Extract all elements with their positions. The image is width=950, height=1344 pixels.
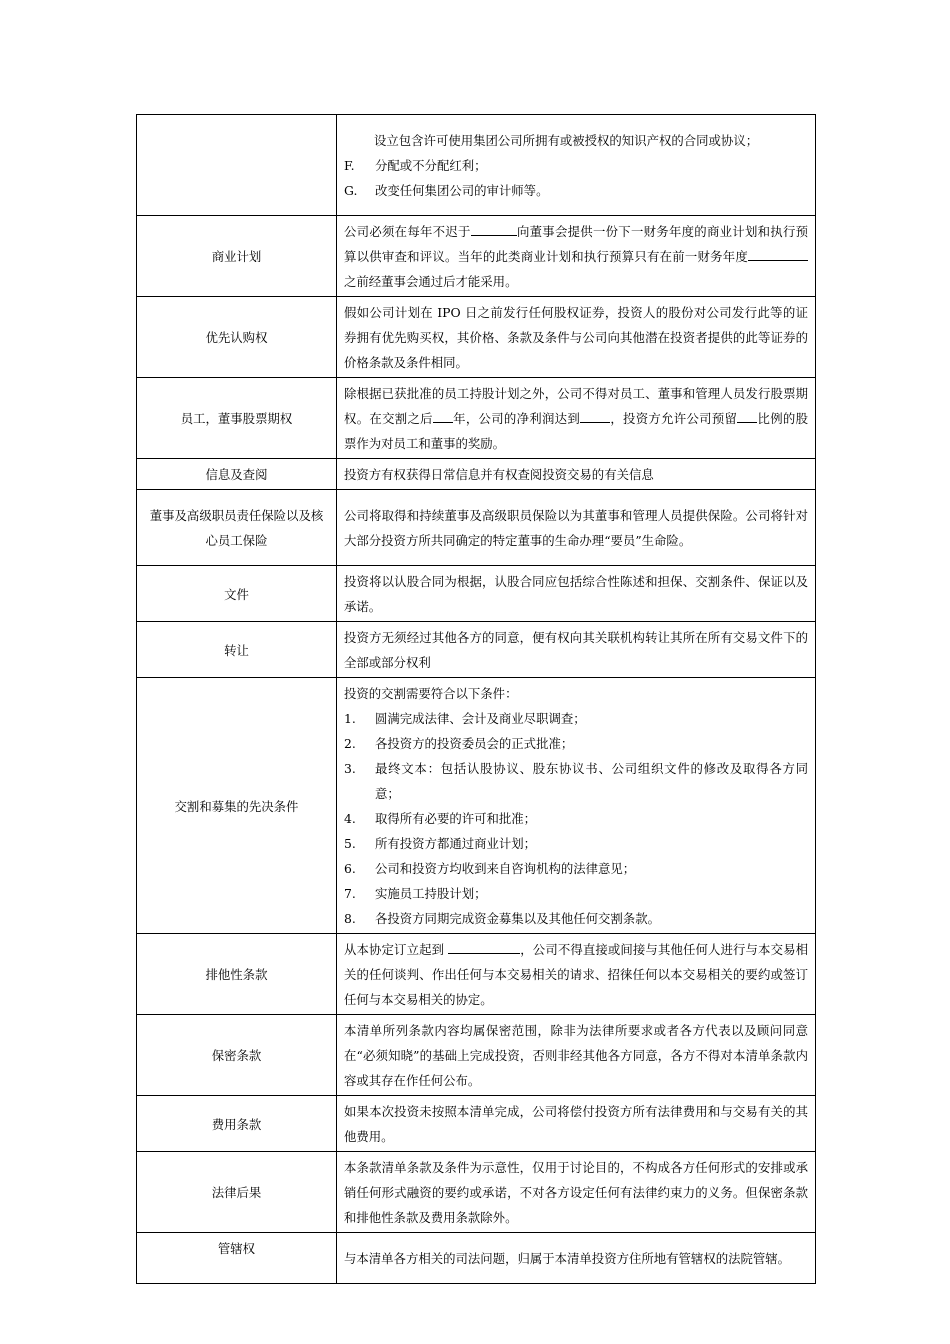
blank-field — [748, 247, 808, 261]
blank-field — [471, 222, 517, 236]
row-label: 员工，董事股票期权 — [137, 378, 337, 459]
row-content: 除根据已获批准的员工持股计划之外，公司不得对员工、董事和管理人员发行股票期权。在交割之后 年，公司的净利润达到 ，投资方允许公司预留 比例的股票作为对员工和董事的奖励。 — [337, 378, 816, 459]
row-content: 本条款清单条款及条件为示意性，仅用于讨论目的，不构成各方任何形式的安排或承销任何形式融资的要约或承诺，不对各方设定任何有法律约束力的义务。但保密条款和排他性条款及费用条款除外。 — [337, 1152, 816, 1233]
table-row — [137, 297, 816, 378]
table-row — [137, 622, 816, 678]
blank-field — [737, 409, 757, 423]
row-content: 投资将以认股合同为根据，认股合同应包括综合性陈述和担保、交割条件、保证以及承诺。 — [337, 566, 816, 622]
list-item: 4. 取得所有必要的许可和批准； — [344, 811, 537, 826]
row-content: 公司将取得和持续董事及高级职员保险以为其董事和管理人员提供保险。公司将针对大部分投资方所共同确定的特定董事的生命办理“要员”生命险。 — [337, 490, 816, 566]
blank-field — [448, 940, 520, 954]
row-content — [337, 678, 816, 934]
row-label: 转让 — [137, 622, 337, 678]
table-row — [137, 1233, 816, 1284]
table-row — [137, 566, 816, 622]
row-label: 优先认购权 — [137, 297, 337, 378]
blank-field — [433, 409, 453, 423]
row-label: 交割和募集的先决条件 — [137, 678, 337, 934]
row-content: 公司必须在每年不迟于 向董事会提供一份下一财务年度的商业计划和执行预算以供审查和评议。当年的此类商业计划和执行预算只有在前一财务年度之前经董事会通过后才能采用。 — [337, 216, 816, 297]
table-row — [137, 1096, 816, 1152]
table-row — [137, 115, 816, 216]
row-label: 董事及高级职员责任保险以及核心员工保险 — [137, 490, 337, 566]
row-content: 本清单所列条款内容均属保密范围，除非为法律所要求或者各方代表以及顾问同意在“必须知晓”的基础上完成投资，否则非经其他各方同意，各方不得对本清单条款内容或其存在作任何公布。 — [337, 1015, 816, 1096]
row-label: 文件 — [137, 566, 337, 622]
row-content: 假如公司计划在 IPO 日之前发行任何股权证券，投资人的股份对公司发行此等的证券拥有优先购买权，其价格、条款及条件与公司向其他潜在投资者提供的此等证券的价格条款及条件相同。 — [337, 297, 816, 378]
row-label: 排他性条款 — [137, 934, 337, 1015]
continued-text: 设立包含许可使用集团公司所拥有或被授权的知识产权的合同或协议； — [374, 133, 759, 148]
table-row — [137, 1152, 816, 1233]
list-item: G. 改变任何集团公司的审计师等。 — [344, 183, 549, 198]
row-content: 如果本次投资未按照本清单完成，公司将偿付投资方所有法律费用和与交易有关的其他费用。 — [337, 1096, 816, 1152]
list-item: 8. 各投资方同期完成资金募集以及其他任何交割条款。 — [344, 911, 660, 926]
list-item: 1. 圆满完成法律、会计及商业尽职调查； — [344, 711, 586, 726]
table-row — [137, 678, 816, 934]
table-row — [137, 216, 816, 297]
term-sheet-table — [136, 114, 816, 1284]
row-label: 管辖权 — [137, 1233, 337, 1284]
row-content — [337, 115, 816, 216]
list-item: 2. 各投资方的投资委员会的正式批准； — [344, 736, 574, 751]
table-row — [137, 490, 816, 566]
row-label: 信息及查阅 — [137, 459, 337, 490]
row-label: 法律后果 — [137, 1152, 337, 1233]
list-item: 3. 最终文本：包括认股协议、股东协议书、公司组织文件的修改及取得各方同意； — [344, 761, 808, 801]
row-content: 从本协定订立起到 ，公司不得直接或间接与其他任何人进行与本交易相关的任何谈判、作出任何与本交易相关的请求、招徕任何以本交易相关的要约或签订任何与本交易相关的协定。 — [337, 934, 816, 1015]
table-row — [137, 378, 816, 459]
row-label: 商业计划 — [137, 216, 337, 297]
row-label: 费用条款 — [137, 1096, 337, 1152]
blank-field — [580, 409, 610, 423]
list-item: 6. 公司和投资方均收到来自咨询机构的法律意见； — [344, 861, 636, 876]
conditions-intro: 投资的交割需要符合以下条件： — [344, 686, 518, 701]
list-item: 7. 实施员工持股计划； — [344, 886, 487, 901]
row-label: 保密条款 — [137, 1015, 337, 1096]
row-content: 投资方有权获得日常信息并有权查阅投资交易的有关信息 — [337, 459, 816, 490]
row-label — [137, 115, 337, 216]
list-item: F. 分配或不分配红利； — [344, 158, 487, 173]
row-content: 投资方无须经过其他各方的同意，便有权向其关联机构转让其所在所有交易文件下的全部或部分权利 — [337, 622, 816, 678]
row-content: 与本清单各方相关的司法问题，归属于本清单投资方住所地有管辖权的法院管辖。 — [337, 1233, 816, 1284]
table-row — [137, 1015, 816, 1096]
list-item: 5. 所有投资方都通过商业计划； — [344, 836, 537, 851]
table-row — [137, 459, 816, 490]
table-row — [137, 934, 816, 1015]
